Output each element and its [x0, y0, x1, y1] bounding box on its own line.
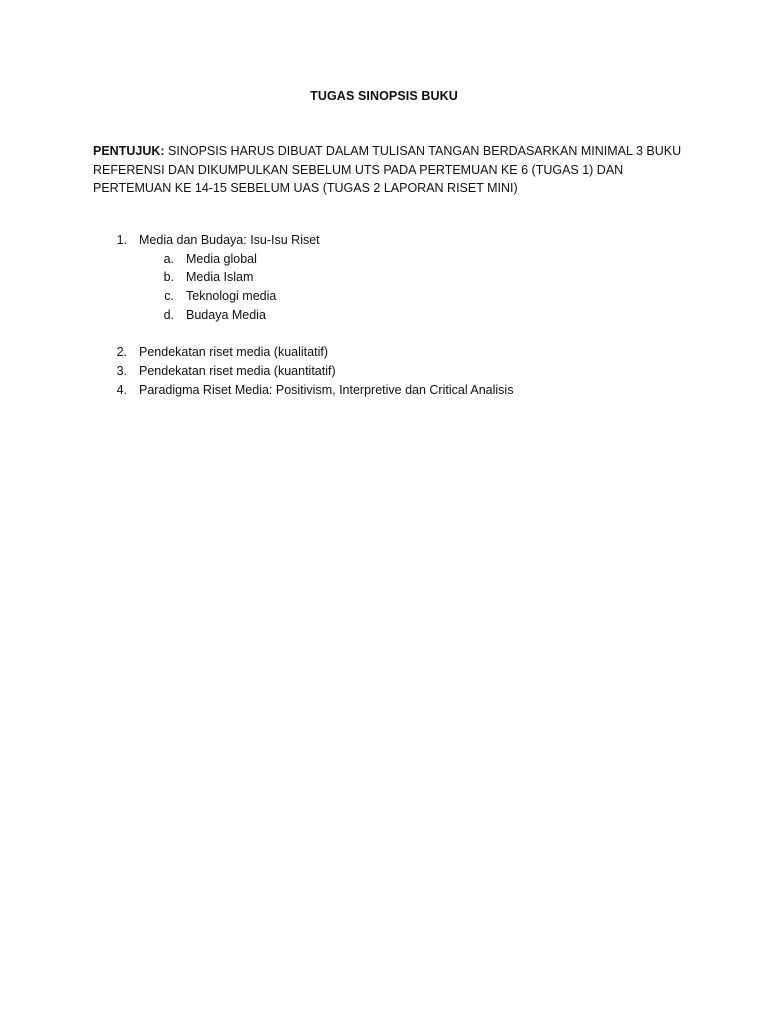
list-item-text: Paradigma Riset Media: Positivism, Interpretive dan Critical Analisis [139, 382, 514, 397]
sub-list-item-letter: b. [163, 270, 174, 285]
sub-list-item-letter: a. [163, 251, 174, 266]
sub-list-item [0, 250, 768, 269]
list-item-number: 3. [116, 364, 127, 379]
sub-list-item-text: Teknologi media [186, 289, 277, 304]
document-title: TUGAS SINOPSIS BUKU [310, 89, 458, 103]
sub-list-item [0, 287, 768, 306]
list-item-text: Pendekatan riset media (kuantitatif) [139, 364, 336, 379]
sub-list-item-letter: c. [164, 289, 174, 304]
list-item [0, 343, 768, 362]
list-item-number: 2. [116, 345, 127, 360]
list-item [0, 362, 768, 381]
sub-list-item-text: Media Islam [186, 270, 254, 285]
sub-list-item-text: Budaya Media [186, 307, 266, 322]
list-spacer [0, 324, 768, 343]
sub-list-item [0, 306, 768, 325]
sub-list-item-text: Media global [186, 251, 257, 266]
list-item-number: 1. [116, 233, 127, 247]
topic-list [0, 231, 768, 400]
instructions-label: PENTUJUK: [93, 144, 165, 158]
instructions-text: SINOPSIS HARUS DIBUAT DALAM TULISAN TANGAN BERDASARKAN MINIMAL 3 BUKU REFERENSI DAN DIKUMPULKAN SEBELUM UTS PADA PERTEMUAN KE 6 (TUGAS 1) DAN PERTEMUAN KE 14-15 SEBELUM UAS (TUGAS 2 LAPORAN RISET MINI) [93, 144, 682, 195]
list-item [0, 231, 768, 250]
sub-list-item [0, 268, 768, 287]
list-item [0, 381, 768, 400]
instructions-paragraph [93, 142, 683, 198]
list-item-text: Media dan Budaya: Isu-Isu Riset [139, 233, 320, 247]
list-item-text: Pendekatan riset media (kualitatif) [139, 345, 328, 360]
list-item-number: 4. [116, 382, 127, 397]
sub-list-item-letter: d. [163, 307, 174, 322]
